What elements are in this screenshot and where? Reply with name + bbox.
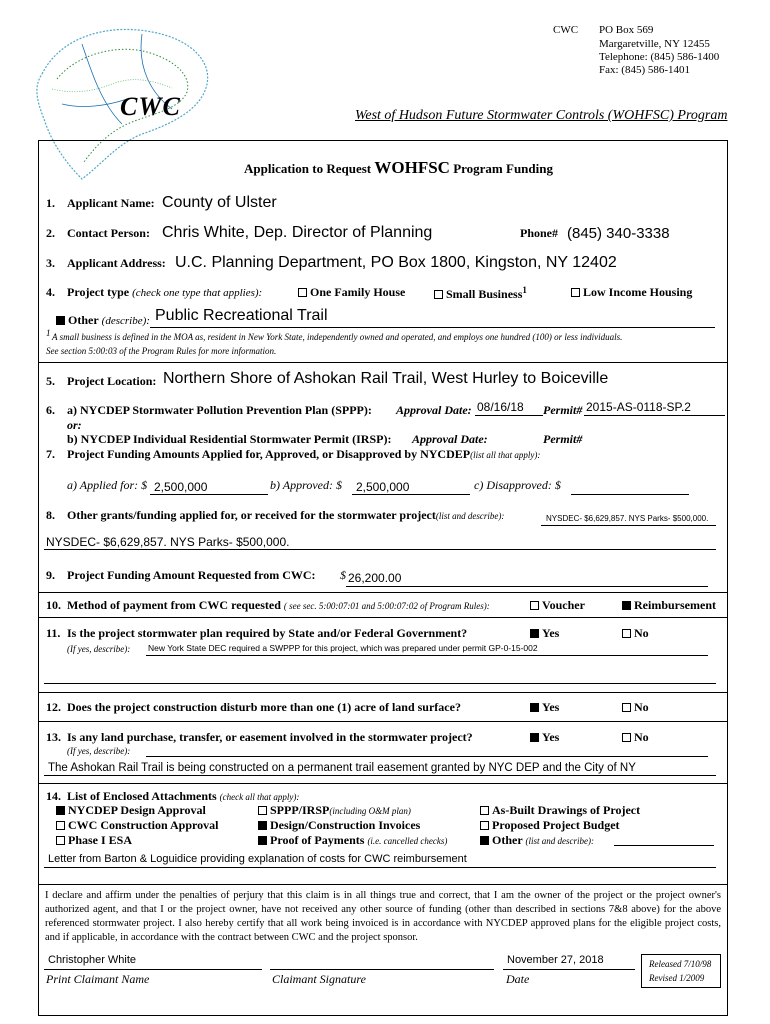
address-line-3: Telephone: (845) 586-1400 bbox=[599, 51, 720, 63]
one-family-label: One Family House bbox=[310, 285, 406, 299]
applicant-address-field[interactable]: U.C. Planning Department, PO Box 1800, Kingston, NY 12402 bbox=[175, 254, 617, 271]
q10-number: 10. bbox=[46, 598, 61, 612]
checkbox-q12-yes[interactable] bbox=[530, 703, 539, 712]
checkbox-phase-i-esa[interactable] bbox=[56, 836, 65, 845]
reimbursement-label: Reimbursement bbox=[634, 598, 716, 612]
attachment-other-underline-2 bbox=[44, 867, 716, 868]
q4-number: 4. bbox=[46, 285, 55, 299]
q9-number: 9. bbox=[46, 568, 55, 582]
checkbox-sppp-irsp[interactable] bbox=[258, 806, 267, 815]
q14-hint: (check all that apply): bbox=[219, 792, 300, 802]
claimant-name-underline bbox=[44, 969, 262, 970]
footnote-2: See section 5:00:03 of the Program Rules for more information. bbox=[46, 346, 277, 356]
checkbox-q13-no[interactable] bbox=[622, 733, 631, 742]
checkbox-small-business[interactable] bbox=[434, 290, 443, 299]
other-underline bbox=[150, 327, 715, 328]
q7c-label: c) Disapproved: $ bbox=[474, 478, 561, 492]
q14-label-text: List of Enclosed Attachments bbox=[67, 789, 217, 803]
option-one-family-house[interactable] bbox=[298, 285, 405, 300]
attachment-other-underline bbox=[614, 845, 714, 846]
q10-label-text: Method of payment from CWC requested bbox=[67, 598, 281, 612]
q7-label-text: Project Funding Amounts Applied for, Approved, or Disapproved by NYCDEP bbox=[67, 447, 471, 461]
address-line-1: PO Box 569 bbox=[599, 24, 654, 36]
q8-description-underline bbox=[44, 549, 716, 550]
q6b-approval-label: Approval Date: bbox=[412, 432, 488, 446]
q13-no[interactable] bbox=[622, 730, 649, 745]
q6a-permit-label: Permit# bbox=[543, 403, 583, 417]
form-title-pre: Application to Request bbox=[244, 161, 375, 176]
address-line-2: Margaretville, NY 12455 bbox=[599, 38, 710, 50]
q7-label bbox=[67, 447, 540, 462]
divider bbox=[38, 721, 728, 722]
small-business-footnote-mark: 1 bbox=[522, 285, 527, 295]
q6-or: or: bbox=[67, 418, 82, 432]
q11-yes-label: Yes bbox=[542, 626, 560, 640]
checkbox-one-family[interactable] bbox=[298, 288, 307, 297]
q11-yes[interactable] bbox=[530, 626, 559, 641]
date-underline bbox=[503, 969, 635, 970]
phase-i-esa-label: Phase I ESA bbox=[68, 833, 133, 847]
released-date: Released 7/10/98 bbox=[649, 959, 712, 969]
q13-yes[interactable] bbox=[530, 730, 559, 745]
attachment-nycdep-design-approval[interactable] bbox=[56, 803, 206, 818]
attachment-proposed-budget[interactable] bbox=[480, 818, 620, 833]
q14-number: 14. bbox=[46, 789, 61, 803]
attachment-cwc-construction-approval[interactable] bbox=[56, 818, 218, 833]
q7b-underline bbox=[352, 494, 470, 495]
q13-number: 13. bbox=[46, 730, 61, 744]
sppp-irsp-label: SPPP/IRSP bbox=[270, 803, 330, 817]
date-field[interactable]: November 27, 2018 bbox=[507, 954, 604, 966]
other-label: Other bbox=[68, 313, 99, 327]
form-title bbox=[244, 158, 553, 178]
checkbox-q13-yes[interactable] bbox=[530, 733, 539, 742]
claimant-name-field[interactable]: Christopher White bbox=[48, 954, 137, 966]
checkbox-q12-no[interactable] bbox=[622, 703, 631, 712]
q4-label bbox=[67, 285, 262, 300]
checkbox-reimbursement[interactable] bbox=[622, 601, 631, 610]
q8-label-text: Other grants/funding applied for, or received for the stormwater project bbox=[67, 508, 436, 522]
phone-label: Phone# bbox=[520, 226, 559, 240]
footnote-1: A small business is defined in the MOA as, resident in New York State, independently owned and operated, and employs one hundred (100) or less individuals. bbox=[52, 332, 623, 342]
checkbox-attachment-other[interactable] bbox=[480, 836, 489, 845]
q7a-applied-field[interactable]: 2,500,000 bbox=[154, 480, 208, 494]
q11-no[interactable] bbox=[622, 626, 649, 641]
attachment-sppp-irsp[interactable] bbox=[258, 803, 411, 818]
q11-description-field[interactable]: New York State DEC required a SWPPP for this project, which was prepared under permit GP-0-15-002 bbox=[148, 643, 538, 653]
q12-yes-label: Yes bbox=[542, 700, 560, 714]
checkbox-q11-yes[interactable] bbox=[530, 629, 539, 638]
logo-text: CWC bbox=[120, 92, 181, 121]
q8-description-field[interactable]: NYSDEC- $6,629,857. NYS Parks- $500,000. bbox=[46, 535, 290, 549]
divider bbox=[38, 783, 728, 784]
q11-no-label: No bbox=[634, 626, 649, 640]
voucher-label: Voucher bbox=[542, 598, 585, 612]
claimant-signature-label: Claimant Signature bbox=[272, 972, 366, 986]
q12-label: Does the project construction disturb more than one (1) acre of land surface? bbox=[67, 700, 461, 714]
q6a-label: a) NYCDEP Stormwater Pollution Prevention Plan (SPPP): bbox=[67, 403, 372, 417]
divider bbox=[38, 592, 728, 593]
amount-requested-field[interactable]: 26,200.00 bbox=[348, 571, 402, 585]
q9-underline bbox=[346, 586, 708, 587]
attachment-other-field[interactable]: Letter from Barton & Loguidice providing explanation of costs for CWC reimbursement bbox=[48, 853, 467, 865]
q1-number: 1. bbox=[46, 196, 55, 210]
q11-underline-2 bbox=[44, 683, 716, 684]
q9-label: Project Funding Amount Requested from CWC: bbox=[67, 568, 316, 582]
q13-underline-1 bbox=[146, 756, 708, 757]
checkbox-voucher[interactable] bbox=[530, 601, 539, 610]
checkbox-proposed-budget[interactable] bbox=[480, 821, 489, 830]
proof-of-payments-label: Proof of Payments bbox=[270, 833, 365, 847]
q8-label bbox=[67, 508, 504, 523]
small-business-label: Small Business bbox=[446, 287, 523, 301]
sppp-irsp-note: (including O&M plan) bbox=[329, 806, 411, 816]
q13-hint: (If yes, describe): bbox=[67, 746, 131, 756]
q7b-approved-field[interactable]: 2,500,000 bbox=[356, 480, 410, 494]
q5-label: Project Location: bbox=[67, 374, 157, 388]
attachment-other-label: Other bbox=[492, 833, 523, 847]
option-small-business[interactable] bbox=[434, 285, 527, 302]
q8-hint: (list and describe): bbox=[435, 511, 505, 521]
attachment-other[interactable] bbox=[480, 833, 594, 848]
q6a-permit-field[interactable]: 2015-AS-0118-SP.2 bbox=[586, 400, 691, 414]
checkbox-proof-of-payments[interactable] bbox=[258, 836, 267, 845]
q1-label: Applicant Name: bbox=[67, 196, 155, 210]
claimant-name-label: Print Claimant Name bbox=[46, 972, 150, 986]
other-project-type-field[interactable]: Public Recreational Trail bbox=[155, 307, 328, 324]
checkbox-other[interactable] bbox=[56, 316, 65, 325]
q11-number: 11. bbox=[46, 626, 61, 640]
program-title: West of Hudson Future Stormwater Controls (WOHFSC) Program bbox=[355, 108, 728, 123]
as-built-label: As-Built Drawings of Project bbox=[492, 803, 641, 817]
checkbox-q11-no[interactable] bbox=[622, 629, 631, 638]
form-title-acronym: WOHFSC bbox=[374, 158, 450, 177]
checkbox-as-built[interactable] bbox=[480, 806, 489, 815]
footnote-mark: 1 bbox=[46, 328, 51, 338]
q6a-date-underline bbox=[475, 415, 543, 416]
checkbox-low-income[interactable] bbox=[571, 288, 580, 297]
q7c-underline bbox=[571, 494, 689, 495]
q7a-label: a) Applied for: $ bbox=[67, 478, 148, 492]
claimant-signature-underline[interactable] bbox=[270, 969, 494, 970]
q7b-label: b) Approved: $ bbox=[270, 478, 342, 492]
q11-label: Is the project stormwater plan required by State and/or Federal Government? bbox=[67, 626, 468, 640]
q13-yes-label: Yes bbox=[542, 730, 560, 744]
attachment-proof-of-payments[interactable] bbox=[258, 833, 447, 848]
checkbox-invoices[interactable] bbox=[258, 821, 267, 830]
q14-label bbox=[67, 789, 299, 804]
invoices-label: Design/Construction Invoices bbox=[270, 818, 421, 832]
q3-label: Applicant Address: bbox=[67, 256, 166, 270]
q8-number: 8. bbox=[46, 508, 55, 522]
address-line-4: Fax: (845) 586-1401 bbox=[599, 64, 691, 76]
phone-field[interactable]: (845) 340-3338 bbox=[567, 225, 670, 242]
checkbox-cwc-construction[interactable] bbox=[56, 821, 65, 830]
option-other[interactable] bbox=[56, 313, 150, 328]
q7a-underline bbox=[150, 494, 268, 495]
q4-label-text: Project type bbox=[67, 285, 130, 299]
divider bbox=[38, 617, 728, 618]
q7-hint: (list all that apply): bbox=[470, 450, 541, 460]
q6b-permit-label: Permit# bbox=[543, 432, 583, 446]
q9-dollar: $ bbox=[340, 568, 346, 582]
option-low-income-housing[interactable] bbox=[571, 285, 692, 300]
q12-yes[interactable] bbox=[530, 700, 559, 715]
attachment-as-built-drawings[interactable] bbox=[480, 803, 640, 818]
q12-no[interactable] bbox=[622, 700, 649, 715]
q6a-permit-underline bbox=[584, 415, 725, 416]
applicant-name-field[interactable]: County of Ulster bbox=[162, 194, 277, 211]
q3-number: 3. bbox=[46, 256, 55, 270]
proposed-budget-label: Proposed Project Budget bbox=[492, 818, 620, 832]
declaration-text: I declare and affirm under the penalties of perjury that this claim is in all things true and correct, that I am the owner of the project or the project owner's authorized agent, and that I or the project owner, have not received any other source of funding (other than described in sections 7&8 above) for the above referenced stormwater project. I also hereby certify that all work being invoiced is in accordance with NYCDEP approved plans for the eligible project costs, and if applicable, in accordance with the contract between CWC and the project sponsor. bbox=[45, 890, 721, 943]
q10-label bbox=[67, 598, 490, 613]
q5-number: 5. bbox=[46, 374, 55, 388]
divider bbox=[38, 884, 728, 885]
attachment-other-note: (list and describe): bbox=[525, 836, 594, 846]
q6-number: 6. bbox=[46, 403, 55, 417]
divider bbox=[38, 692, 728, 693]
other-hint: (describe): bbox=[101, 315, 150, 327]
revised-date: Revised 1/2009 bbox=[649, 973, 705, 983]
contact-person-field[interactable]: Chris White, Dep. Director of Planning bbox=[162, 224, 433, 241]
attachment-phase-i-esa[interactable] bbox=[56, 833, 132, 848]
q6a-approval-label: Approval Date: bbox=[396, 403, 472, 417]
q6b-label: b) NYCDEP Individual Residential Stormwater Permit (IRSP): bbox=[67, 432, 392, 446]
date-label: Date bbox=[506, 972, 530, 986]
q13-label: Is any land purchase, transfer, or easement involved in the stormwater project? bbox=[67, 730, 473, 744]
option-voucher[interactable] bbox=[530, 598, 585, 613]
q11-hint: (If yes, describe): bbox=[67, 644, 131, 654]
q12-no-label: No bbox=[634, 700, 649, 714]
q8-inline-field[interactable]: NYSDEC- $6,629,857. NYS Parks- $500,000. bbox=[546, 514, 709, 523]
proof-of-payments-note: (i.e. cancelled checks) bbox=[367, 836, 448, 846]
project-location-field[interactable]: Northern Shore of Ashokan Rail Trail, West Hurley to Boiceville bbox=[163, 370, 609, 387]
q2-number: 2. bbox=[46, 226, 55, 240]
attachment-design-construction-invoices[interactable] bbox=[258, 818, 420, 833]
q13-description-field[interactable]: The Ashokan Rail Trail is being constructed on a permanent trail easement granted by NYC DEP and the City of NY bbox=[48, 762, 636, 774]
q2-label: Contact Person: bbox=[67, 226, 150, 240]
q10-hint: ( see sec. 5:00:07:01 and 5:00:07:02 of Program Rules): bbox=[283, 601, 490, 611]
header-cwc-label: CWC bbox=[553, 24, 579, 36]
q11-underline-1 bbox=[146, 655, 708, 656]
q7-number: 7. bbox=[46, 447, 55, 461]
q8-inline-underline bbox=[541, 525, 716, 526]
divider bbox=[38, 362, 728, 363]
q13-underline-2 bbox=[44, 775, 716, 776]
q12-number: 12. bbox=[46, 700, 61, 714]
nycdep-design-label: NYCDEP Design Approval bbox=[68, 803, 206, 817]
option-reimbursement[interactable] bbox=[622, 598, 716, 613]
q13-no-label: No bbox=[634, 730, 649, 744]
checkbox-nycdep-design[interactable] bbox=[56, 806, 65, 815]
cwc-construction-label: CWC Construction Approval bbox=[68, 818, 219, 832]
low-income-label: Low Income Housing bbox=[583, 285, 693, 299]
q4-hint: (check one type that applies): bbox=[132, 287, 263, 299]
q6a-approval-date-field[interactable]: 08/16/18 bbox=[477, 400, 524, 414]
form-title-post: Program Funding bbox=[449, 161, 553, 176]
